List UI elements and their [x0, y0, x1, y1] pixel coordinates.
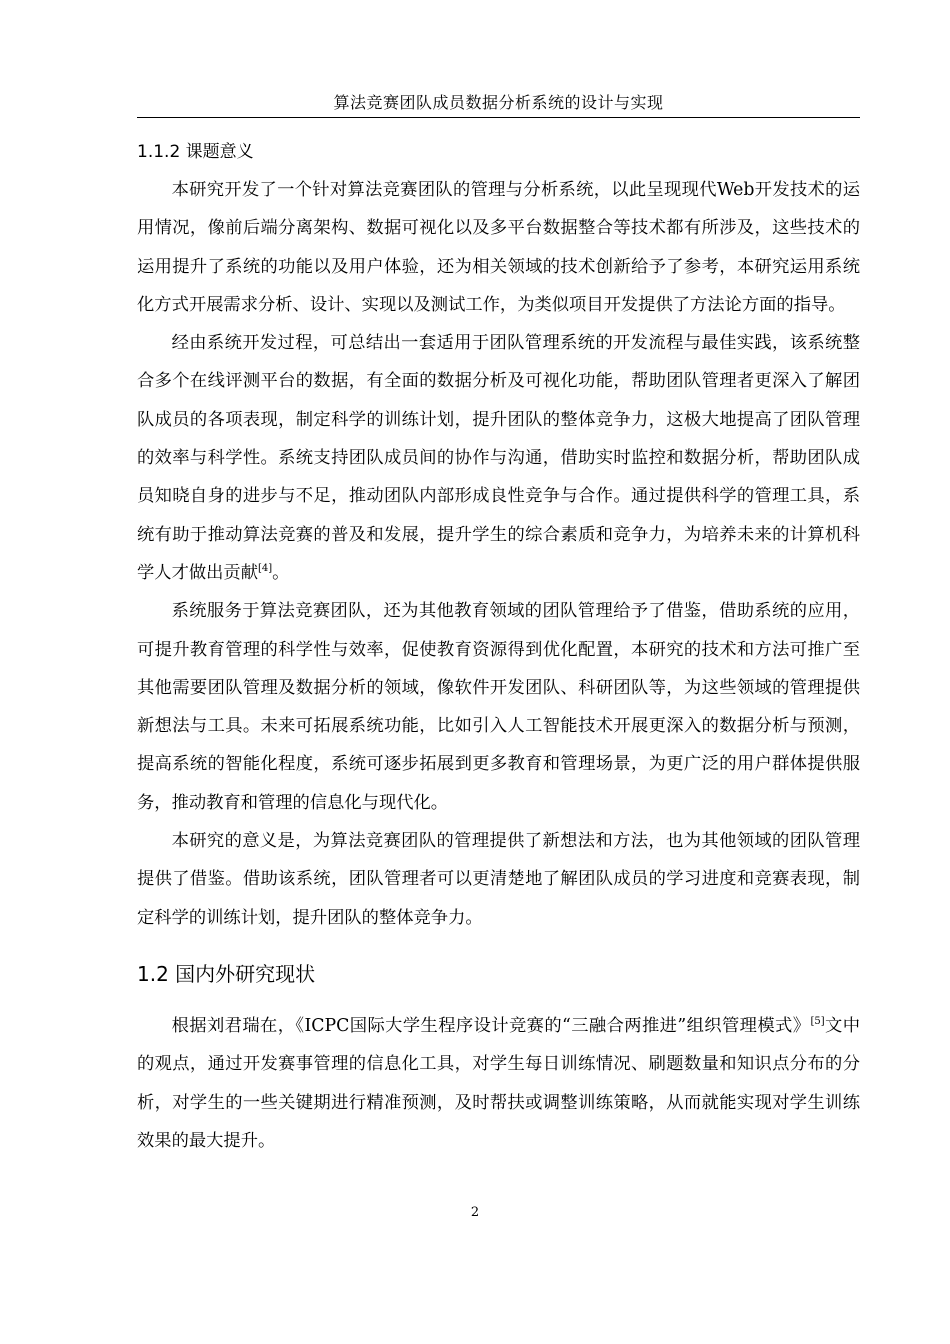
- paragraph: 系统服务于算法竞赛团队，还为其他教育领域的团队管理给予了借鉴，借助系统的应用，可提升教育管理的科学性与效率，促使教育资源得到优化配置，本研究的技术和方法可推广至其他需要团队管理及数据分析的领域，像软件开发团队、科研团队等，为这些领域的管理提供新想法与工具。未来可拓展系统功能，比如引入人工智能技术开展更深入的数据分析与预测，提高系统的智能化程度，系统可逐步拓展到更多教育和管理场景，为更广泛的用户群体提供服务，推动教育和管理的信息化与现代化。: [137, 601, 860, 813]
- paragraph-end: 。: [272, 562, 290, 583]
- paragraph: 本研究开发了一个针对算法竞赛团队的管理与分析系统，以此呈现现代Web开发技术的运用情况，像前后端分离架构、数据可视化以及多平台数据整合等技术都有所涉及，这些技术的运用提升了系统的功能以及用户体验，还为相关领域的技术创新给予了参考，本研究运用系统化方式开展需求分析、设计、实现以及测试工作，为类似项目开发提供了方法论方面的指导。: [137, 180, 860, 315]
- document-body: [137, 135, 860, 1160]
- paragraph: [137, 1007, 860, 1160]
- paragraph-text: 根据刘君瑞在，《ICPC国际大学生程序设计竞赛的“三融合两推进”组织管理模式》: [171, 1015, 811, 1036]
- paragraph: [137, 324, 860, 592]
- paragraph-text-rest: 文中的观点，通过开发赛事管理的信息化工具，对学生每日训练情况、刷题数量和知识点分布的分析，对学生的一些关键期进行精准预测，及时帮扶或调整训练策略，从而就能实现对学生训练效果的最大提升。: [137, 1015, 860, 1151]
- paragraph: 本研究的意义是，为算法竞赛团队的管理提供了新想法和方法，也为其他领域的团队管理提供了借鉴。借助该系统，团队管理者可以更清楚地了解团队成员的学习进度和竞赛表现，制定科学的训练计划，提升团队的整体竞争力。: [137, 831, 860, 928]
- citation-ref: [4]: [257, 563, 273, 575]
- running-header: 算法竞赛团队成员数据分析系统的设计与实现: [137, 91, 860, 118]
- paragraph-text: 经由系统开发过程，可总结出一套适用于团队管理系统的开发流程与最佳实践，该系统整合多个在线评测平台的数据，有全面的数据分析及可视化功能，帮助团队管理者更深入了解团队成员的各项表现，制定科学的训练计划，提升团队的整体竞争力，这极大地提高了团队管理的效率与科学性。系统支持团队成员间的协作与沟通，借助实时监控和数据分析，帮助团队成员知晓自身的进步与不足，推动团队内部形成良性竞争与合作。通过提供科学的管理工具，系统有助于推动算法竞赛的普及和发展，提升学生的综合素质和竞争力，为培养未来的计算机科学人才做出贡献: [137, 333, 860, 583]
- section-heading-1-1-2: 1.1.2 课题意义: [137, 142, 254, 162]
- section-heading-1-2: 1.2 国内外研究现状: [137, 961, 316, 986]
- citation-ref: [5]: [810, 1016, 825, 1028]
- page-number: 2: [470, 1205, 480, 1220]
